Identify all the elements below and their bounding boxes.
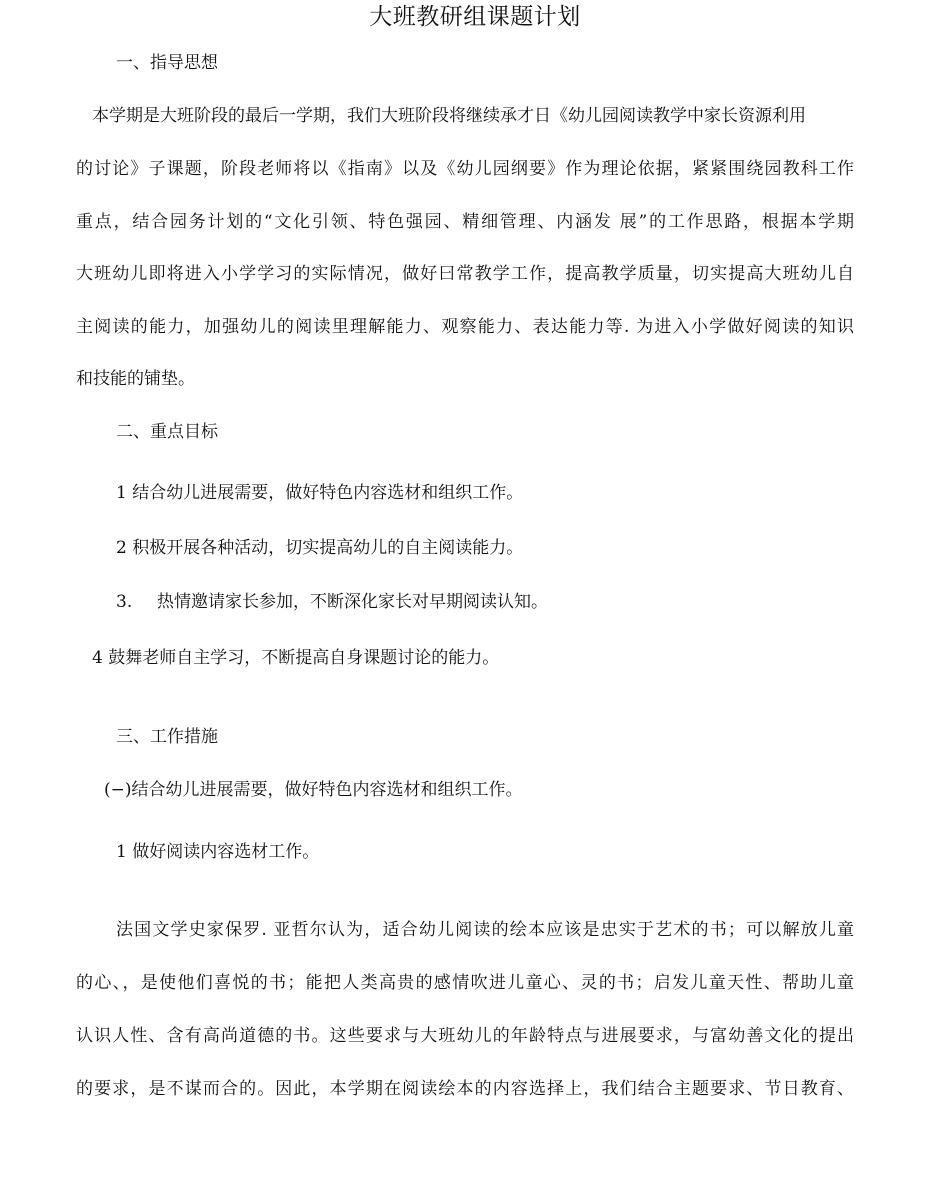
goal-item-number: 3. <box>116 592 133 612</box>
subsection-heading: (−)结合幼儿进展需要，做好特色内容选材和组织工作。 <box>104 780 523 800</box>
paragraph-line: 的心、，是使他们喜悦的书；能把人类高贵的感情吹进儿童心、灵的书；启发儿童天性、帮助儿童 <box>76 973 854 993</box>
goal-item: 2 积极开展各种活动，切实提高幼儿的自主阅读能力。 <box>116 538 524 558</box>
section-heading-guiding-thought: 一、指导思想 <box>116 53 218 73</box>
goal-item <box>116 590 548 614</box>
section-heading-key-goals: 二、重点目标 <box>116 422 218 442</box>
paragraph-line: 本学期是大班阶段的最后一学期，我们大班阶段将继续承才日《幼儿园阅读教学中家长资源利用 <box>92 106 806 126</box>
subpoint-heading: 1 做好阅读内容选材工作。 <box>116 842 320 862</box>
goal-item-text: 热情邀请家长参加，不断深化家长对早期阅读认知。 <box>157 592 548 612</box>
paragraph-line: 大班幼儿即将进入小学学习的实际情况，做好曰常教学工作，提高教学质量，切实提高大班幼儿自 <box>76 264 854 284</box>
document-title: 大班教研组课题计划 <box>369 4 581 30</box>
paragraph-line: 认识人性、含有高尚道德的书。这些要求与大班幼儿的年龄特点与进展要求，与富幼善文化的提出 <box>76 1026 854 1046</box>
goal-item: 4 鼓舞老师自主学习，不断提高自身课题讨论的能力。 <box>92 648 500 668</box>
paragraph-line: 重点，结合园务计划的“文化引领、特色强园、精细管理、内涵发 展”的工作思路，根据本学期 <box>76 212 854 232</box>
section-heading-work-measures: 三、工作措施 <box>116 727 218 747</box>
paragraph-line: 的讨论》子课题，阶段老师将以《指南》以及《幼儿园纲要》作为理论依据，紧紧围绕园教科工作 <box>76 159 854 179</box>
paragraph-line: 法国文学史家保罗. 亚哲尔认为，适合幼儿阅读的绘本应该是忠实于艺术的书；可以解放儿童 <box>116 920 854 940</box>
goal-item: 1 结合幼儿进展需要，做好特色内容选材和组织工作。 <box>116 483 524 503</box>
paragraph-line: 的要求，是不谋而合的。因此，本学期在阅读绘本的内容选择上，我们结合主题要求、节日教育、 <box>76 1079 854 1099</box>
paragraph-line: 和技能的铺垫。 <box>76 369 195 389</box>
paragraph-line: 主阅读的能力，加强幼儿的阅读里理解能力、观察能力、表达能力等. 为进入小学做好阅读的知识 <box>76 317 854 337</box>
